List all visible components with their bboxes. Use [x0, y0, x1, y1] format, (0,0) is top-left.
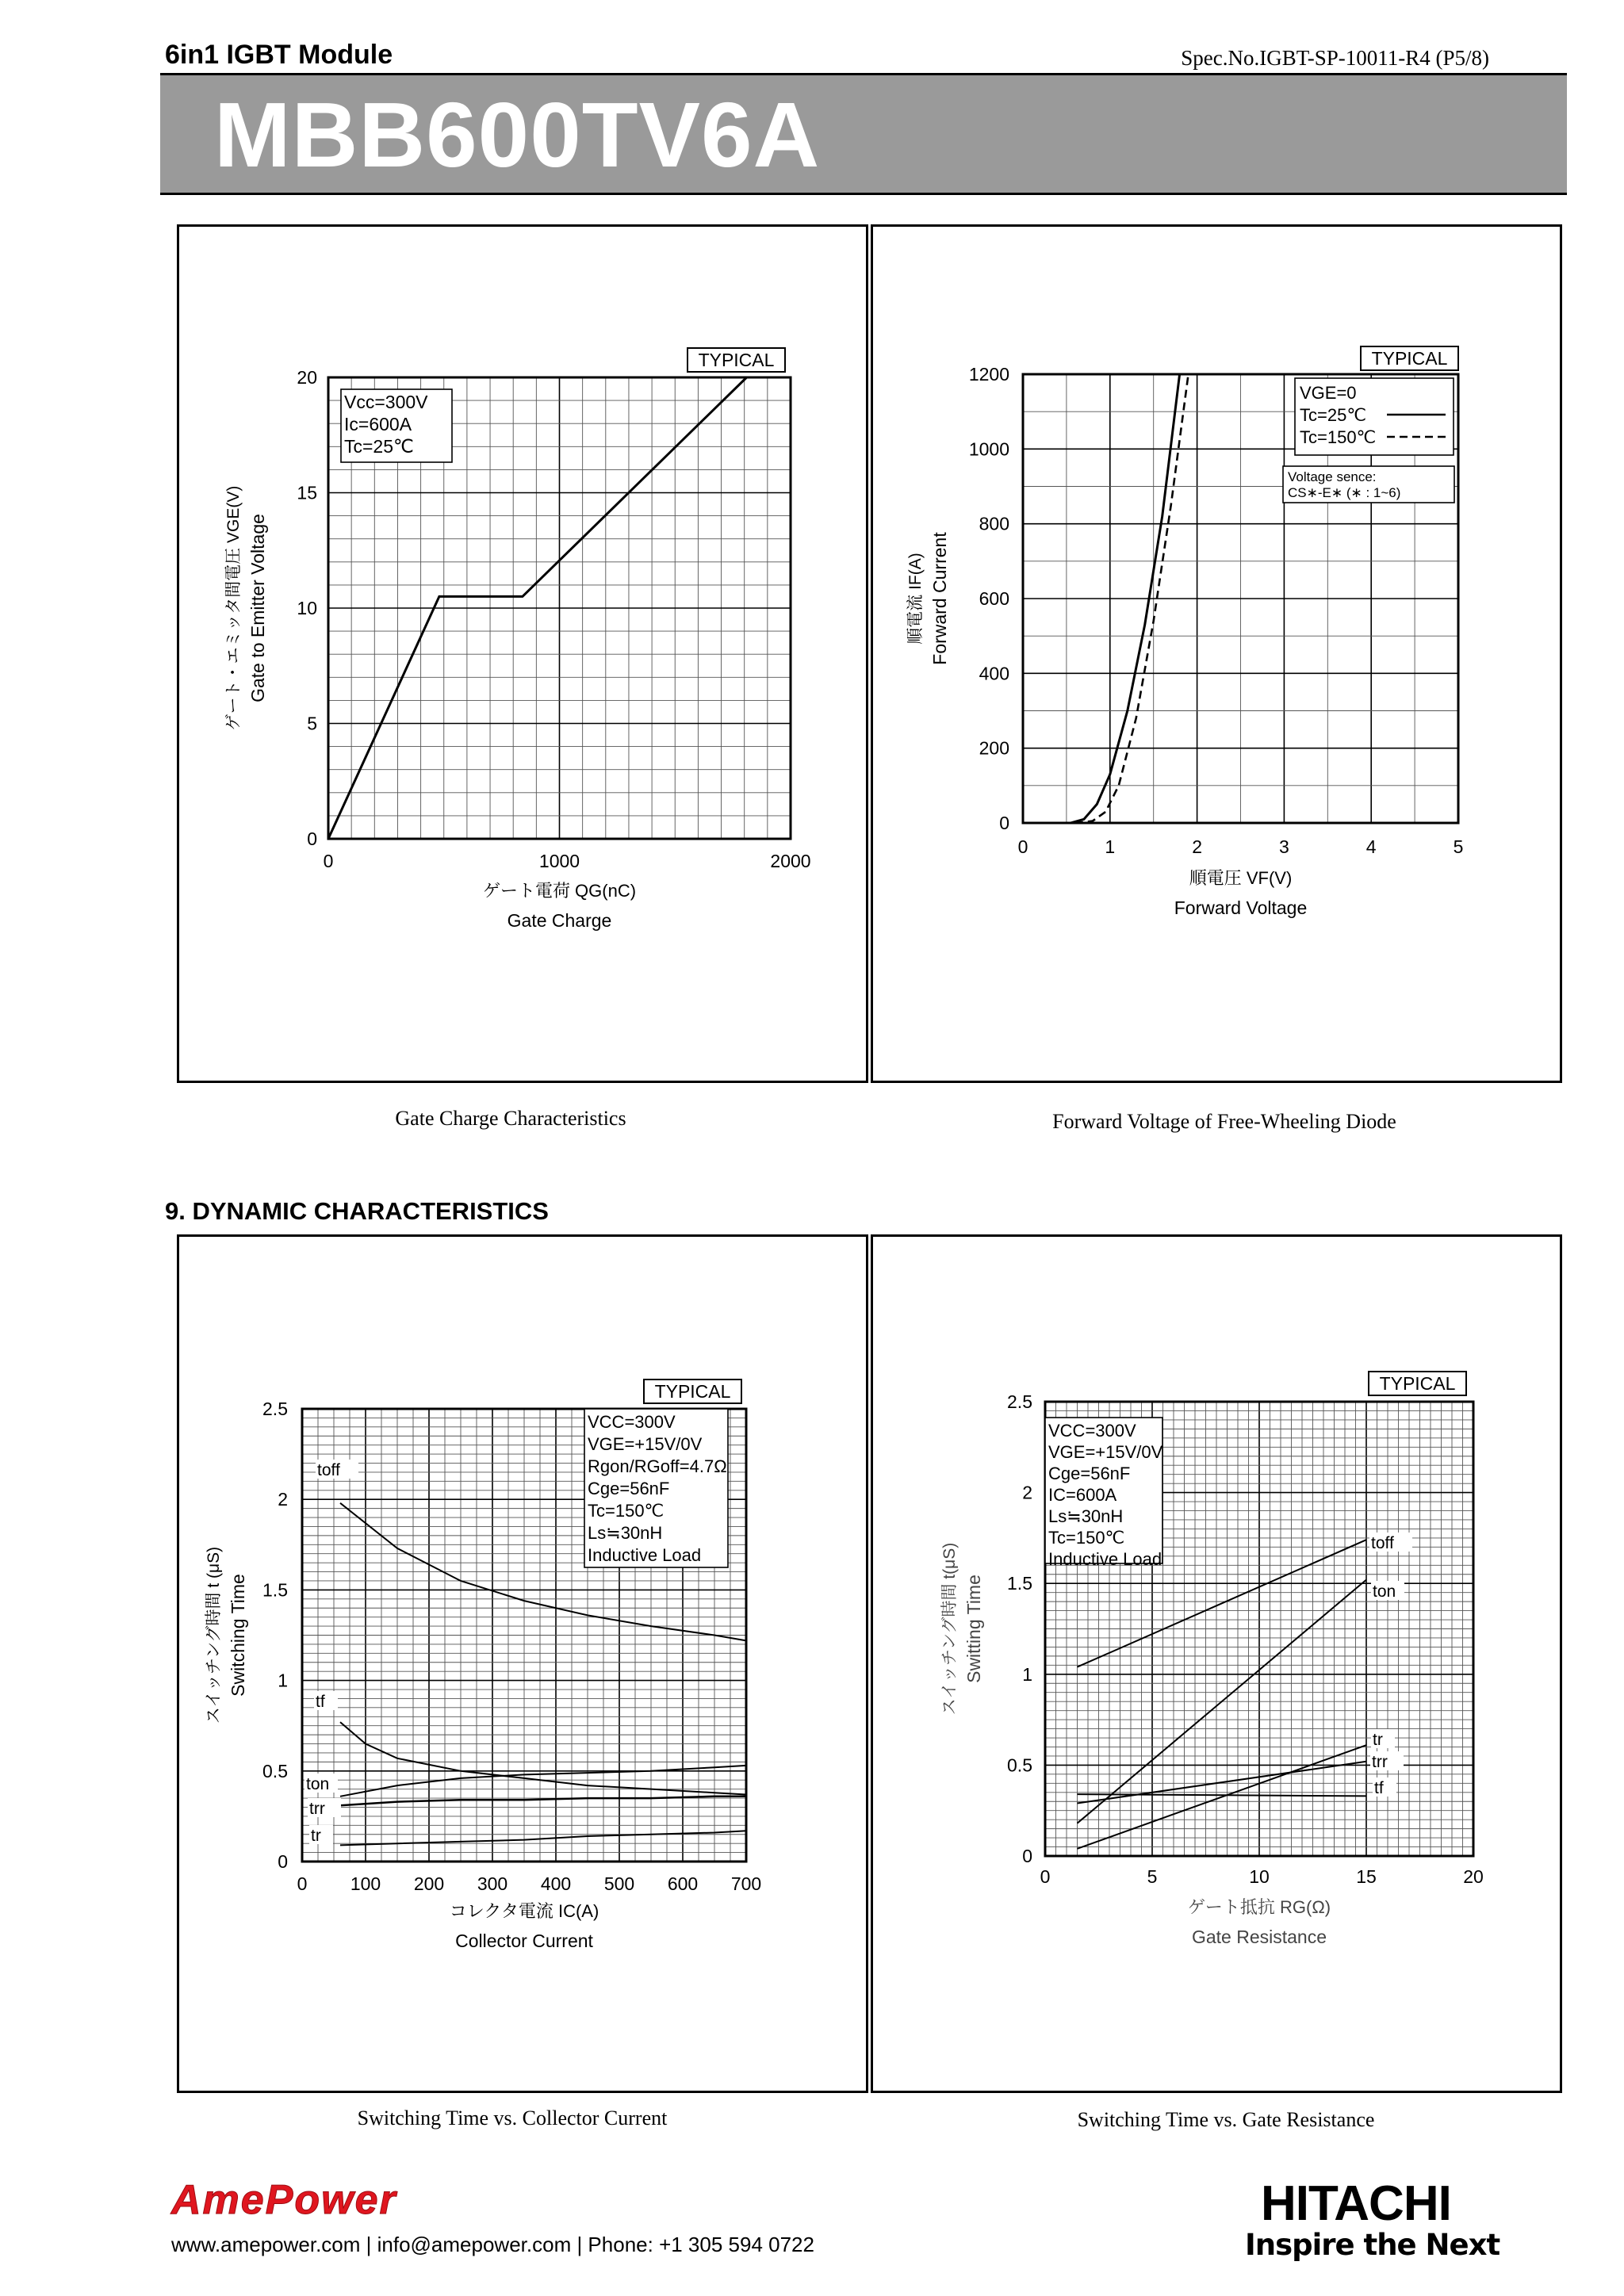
contact-line: www.amepower.com | info@amepower.com | Phone: +1 305 594 0722: [171, 2233, 814, 2256]
curve-label-tf: tf: [1374, 1779, 1384, 1797]
condition-text: Tc=150℃: [1048, 1528, 1125, 1548]
typical-badge-label: TYPICAL: [1379, 1373, 1456, 1394]
x-tick-label: 20: [1463, 1866, 1484, 1887]
y-tick-label: 1: [278, 1670, 288, 1691]
y-tick-label: 1000: [968, 438, 1009, 460]
y-tick-label: 0.5: [262, 1760, 288, 1781]
voltage-sense-note: CS∗-E∗ (∗ : 1~6): [1288, 485, 1401, 500]
x-tick-label: 500: [603, 1873, 635, 1894]
y-tick-label: 2: [1022, 1482, 1032, 1503]
curve-label-toff: toff: [1371, 1534, 1394, 1552]
y-axis-label: Gate to Emitter Voltage: [247, 514, 268, 702]
switching-vs-ic-panel: [177, 1234, 868, 2093]
x-tick-label: 300: [477, 1873, 508, 1894]
caption-switching-vs-ic: Switching Time vs. Collector Current: [357, 2107, 668, 2130]
caption-gate-charge: Gate Charge Characteristics: [395, 1107, 626, 1130]
x-tick-label: 200: [413, 1873, 445, 1894]
condition-text: VCC=300V: [1048, 1421, 1136, 1441]
y-axis-label: Switching Time: [228, 1574, 248, 1697]
x-axis-label: Gate Resistance: [1191, 1927, 1327, 1947]
y-tick-label: 0: [307, 828, 317, 849]
typical-badge-label: TYPICAL: [1371, 348, 1448, 369]
curve-label-tr: tr: [1373, 1731, 1383, 1749]
y-tick-label: 400: [979, 663, 1009, 684]
y-tick-label: 1200: [968, 364, 1009, 385]
condition-text: Rgon/RGoff=4.7Ω: [588, 1456, 727, 1476]
y-axis-label-jp: 順電流 IF(A): [906, 553, 925, 645]
hitachi-tagline: Inspire the Next: [1245, 2228, 1500, 2262]
y-tick-label: 0: [999, 813, 1009, 833]
typical-badge-label: TYPICAL: [698, 350, 775, 370]
x-tick-label: 0: [323, 851, 334, 871]
y-tick-label: 2.5: [1007, 1391, 1032, 1412]
curve-label-ton: ton: [306, 1775, 330, 1793]
y-tick-label: 2: [278, 1489, 288, 1510]
switching-vs-rg-panel: [871, 1234, 1562, 2093]
voltage-sense-note: Voltage sence:: [1288, 469, 1377, 484]
condition-text: Inductive Load: [588, 1545, 702, 1565]
x-tick-label: 15: [1356, 1866, 1377, 1887]
series-line-tr: [340, 1831, 746, 1845]
series-line-tf: [340, 1722, 746, 1794]
y-tick-label: 1: [1022, 1663, 1032, 1685]
legend-label-150c: Tc=150℃: [1300, 427, 1377, 447]
x-tick-label: 5: [1453, 836, 1464, 857]
p3-svg: [179, 1237, 866, 2091]
legend-label-25c: Tc=25℃: [1300, 405, 1367, 425]
y-tick-label: 600: [979, 588, 1009, 609]
x-tick-label: 4: [1365, 836, 1377, 857]
x-tick-label: 700: [730, 1873, 762, 1894]
p2-svg: [873, 227, 1560, 1081]
part-number: MBB600TV6A: [214, 83, 821, 186]
y-tick-label: 2.5: [262, 1399, 288, 1419]
x-tick-label: 0: [1040, 1866, 1051, 1887]
x-tick-label: 0: [1017, 836, 1028, 857]
section-title: 9. DYNAMIC CHARACTERISTICS: [165, 1197, 549, 1225]
y-axis-label: Forward Current: [929, 532, 950, 665]
title-banner: [160, 75, 1567, 193]
forward-voltage-panel: [871, 224, 1562, 1083]
x-tick-label: 2000: [770, 851, 811, 871]
x-axis-label-jp: 順電圧 VF(V): [1189, 868, 1293, 888]
condition-text: VGE=+15V/0V: [588, 1434, 703, 1454]
x-tick-label: 0: [297, 1873, 308, 1894]
series-line-trr: [340, 1797, 746, 1805]
gate-charge-panel: [177, 224, 868, 1083]
curve-label-trr: trr: [1372, 1753, 1388, 1771]
typical-badge-label: TYPICAL: [654, 1381, 731, 1402]
y-tick-label: 200: [979, 737, 1009, 759]
x-axis-label-jp: コレクタ電流 IC(A): [449, 1901, 599, 1921]
x-tick-label: 400: [540, 1873, 572, 1894]
y-tick-label: 800: [979, 513, 1009, 534]
x-axis-label-jp: ゲート抵抗 RG(Ω): [1187, 1897, 1331, 1917]
y-tick-label: 5: [307, 713, 317, 734]
banner-rule: [160, 193, 1567, 195]
p1-svg: [179, 227, 866, 1081]
y-tick-label: 1.5: [262, 1579, 288, 1601]
curve-label-ton: ton: [1373, 1582, 1396, 1601]
y-tick-label: 15: [297, 482, 317, 503]
condition-text: Inductive Load: [1048, 1549, 1162, 1569]
caption-switching-vs-rg: Switching Time vs. Gate Resistance: [1077, 2108, 1375, 2131]
series-line-tf: [1078, 1794, 1367, 1796]
x-tick-label: 100: [350, 1873, 381, 1894]
curve-label-tf: tf: [316, 1693, 325, 1711]
condition-text: Ls≒30nH: [1048, 1506, 1124, 1526]
product-type: 6in1 IGBT Module: [165, 40, 393, 70]
y-tick-label: 10: [297, 598, 317, 618]
p4-svg: [873, 1237, 1560, 2091]
condition-text: Ic=600A: [344, 414, 412, 434]
x-tick-label: 5: [1147, 1866, 1158, 1887]
condition-text: Cge=56nF: [1048, 1464, 1131, 1483]
y-axis-label-jp: スイッチング時間 t (μS): [205, 1546, 223, 1724]
y-tick-label: 20: [297, 367, 317, 388]
condition-text: VCC=300V: [588, 1412, 676, 1432]
y-axis-label: Switting Time: [963, 1575, 984, 1683]
y-axis-label-jp: スイッチング時間 t(μS): [940, 1542, 959, 1716]
spec-number: Spec.No.IGBT-SP-10011-R4 (P5/8): [1181, 46, 1489, 70]
x-axis-label: Collector Current: [455, 1931, 593, 1951]
condition-text: IC=600A: [1048, 1485, 1117, 1505]
x-axis-label: Forward Voltage: [1174, 897, 1308, 918]
x-tick-label: 1: [1105, 836, 1116, 857]
amepower-logo: AmePower: [171, 2177, 397, 2223]
condition-text: Ls≒30nH: [588, 1523, 663, 1543]
y-axis-label-jp: ゲート・エミッタ間電圧 VGE(V): [224, 485, 243, 731]
curve-label-trr: trr: [309, 1800, 325, 1818]
legend-header: VGE=0: [1300, 383, 1357, 403]
x-tick-label: 2: [1192, 836, 1202, 857]
condition-text: VGE=+15V/0V: [1048, 1442, 1163, 1462]
x-axis-label: Gate Charge: [507, 910, 612, 931]
condition-text: Tc=25℃: [344, 436, 414, 457]
x-tick-label: 10: [1249, 1866, 1270, 1887]
hitachi-logo: HITACHI: [1261, 2176, 1451, 2231]
x-tick-label: 1000: [538, 851, 580, 871]
x-tick-label: 600: [667, 1873, 699, 1894]
y-tick-label: 0: [1022, 1846, 1032, 1866]
x-axis-label-jp: ゲート電荷 QG(nC): [482, 881, 637, 901]
curve-label-tr: tr: [311, 1827, 321, 1845]
condition-text: Tc=150℃: [588, 1501, 665, 1521]
condition-text: Vcc=300V: [344, 392, 428, 412]
x-tick-label: 3: [1279, 836, 1289, 857]
condition-text: Cge=56nF: [588, 1479, 670, 1498]
caption-forward-voltage: Forward Voltage of Free-Wheeling Diode: [1052, 1110, 1396, 1133]
y-tick-label: 1.5: [1007, 1573, 1032, 1594]
y-tick-label: 0: [278, 1851, 288, 1872]
y-tick-label: 0.5: [1007, 1755, 1032, 1776]
curve-label-toff: toff: [317, 1461, 340, 1479]
